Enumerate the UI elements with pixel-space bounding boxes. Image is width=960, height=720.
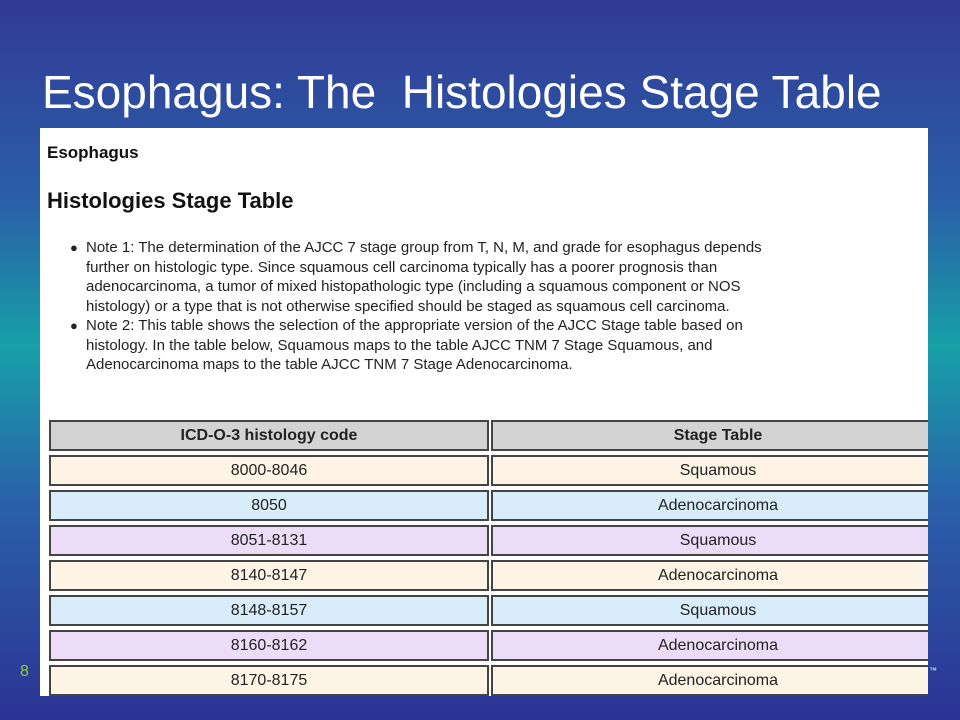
section-heading: Esophagus [47, 143, 139, 162]
table-header-row [49, 420, 928, 451]
histology-code-cell: 8051-8131 [49, 525, 489, 556]
table-row [49, 525, 928, 556]
table-row [49, 630, 928, 661]
note-text: Note 1: The determination of the AJCC 7 stage group from T, N, M, and grade for esophagus depends further on histologic type. Since squamous cell carcinoma typically has a poorer prognosis than adenocarcinoma, a tumor of mixed histopathologic type (including a squamous component or NOS histology) or a type that is not otherwise specified should be staged as squamous cell carcinoma. [86, 239, 762, 315]
table-row [49, 455, 928, 486]
table-row [49, 490, 928, 521]
histology-code-cell: 8148-8157 [49, 595, 489, 626]
stage-table-cell: Squamous [491, 595, 928, 626]
note-text: Note 2: This table shows the selection of the appropriate version of the AJCC Stage table based on histology. In the table below, Squamous maps to the table AJCC TNM 7 Stage Squamous, and Adenocarcinoma maps to the table AJCC TNM 7 Stage Adenocarcinoma. [86, 317, 743, 373]
stage-table-cell: Adenocarcinoma [491, 630, 928, 661]
slide-title: Esophagus: The Histologies Stage Table [42, 66, 882, 118]
stage-table-cell: Adenocarcinoma [491, 560, 928, 591]
table-title: Histologies Stage Table [47, 188, 294, 213]
stage-table-cell: Squamous [491, 525, 928, 556]
table-row [49, 595, 928, 626]
notes-list [70, 238, 776, 375]
header-histology-code: ICD-O-3 histology code [49, 420, 489, 451]
histology-code-cell: 8140-8147 [49, 560, 489, 591]
header-stage-table: Stage Table [491, 420, 928, 451]
histology-code-cell: 8170-8175 [49, 665, 489, 696]
histology-code-cell: 8050 [49, 490, 489, 521]
stage-table-cell: Adenocarcinoma [491, 490, 928, 521]
note-item [70, 238, 776, 316]
histology-code-cell: 8160-8162 [49, 630, 489, 661]
trademark-mark: ™ [929, 666, 937, 675]
stage-table-cell: Adenocarcinoma [491, 665, 928, 696]
histology-code-cell: 8000-8046 [49, 455, 489, 486]
bullet-icon: ● [70, 240, 78, 255]
table-row [49, 560, 928, 591]
content-panel [40, 128, 928, 696]
histology-stage-table [47, 416, 928, 696]
table-row [49, 665, 928, 696]
note-item [70, 316, 776, 375]
stage-table-cell: Squamous [491, 455, 928, 486]
bullet-icon: ● [70, 318, 78, 333]
slide-number: 8 [20, 663, 29, 680]
